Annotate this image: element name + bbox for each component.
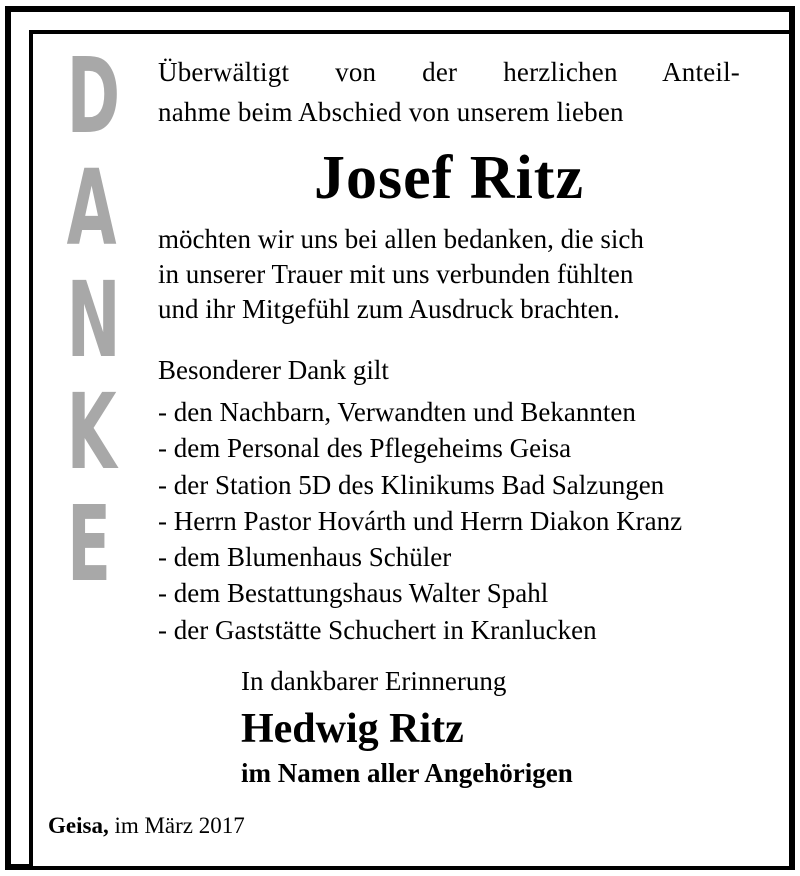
list-item: - den Nachbarn, Verwandten und Bekannten <box>158 397 636 427</box>
special-thanks-heading: Besonderer Dank gilt <box>158 355 389 385</box>
deceased-name: Josef Ritz <box>314 144 584 212</box>
place-date <box>48 811 245 841</box>
danke-letter-a: A <box>66 147 117 269</box>
place: Geisa, <box>48 813 109 838</box>
thanks-line-2: in unserer Trauer mit uns verbunden fühlten <box>158 259 634 289</box>
danke-letter-n: N <box>66 259 121 381</box>
list-item: - der Station 5D des Klinikums Bad Salzungen <box>158 469 665 500</box>
special-thanks-list <box>158 394 682 648</box>
thanks-text <box>158 222 748 327</box>
signer-subtitle: im Namen aller Angehörigen <box>241 758 573 788</box>
danke-letter-k: K <box>66 371 117 493</box>
date: im März 2017 <box>114 813 245 838</box>
list-item: - dem Bestattungshaus Walter Spahl <box>158 578 549 609</box>
danke-letter-e: E <box>66 483 112 605</box>
memory-line: In dankbarer Erinnerung <box>241 666 507 696</box>
list-item: - dem Blumenhaus Schüler <box>158 542 452 573</box>
list-item: - der Gaststätte Schuchert in Kranlucken <box>158 614 597 645</box>
thanks-line-1: möchten wir uns bei allen bedanken, die sich <box>158 224 644 254</box>
list-item: - dem Personal des Pflegeheims Geisa <box>158 433 572 464</box>
thanks-line-3: und ihr Mitgefühl zum Ausdruck brachten. <box>158 294 620 324</box>
danke-vertical-title <box>53 35 125 606</box>
list-item: - Herrn Pastor Hovárth und Herrn Diakon Kranz <box>158 505 683 536</box>
danke-letter-d: D <box>66 35 121 157</box>
signer-name: Hedwig Ritz <box>241 706 464 752</box>
intro-line-1: Überwältigt von der herzlichen Anteil- <box>158 57 740 87</box>
intro-line-2: nahme beim Abschied von unserem lieben <box>158 97 624 127</box>
intro-text <box>158 52 740 132</box>
